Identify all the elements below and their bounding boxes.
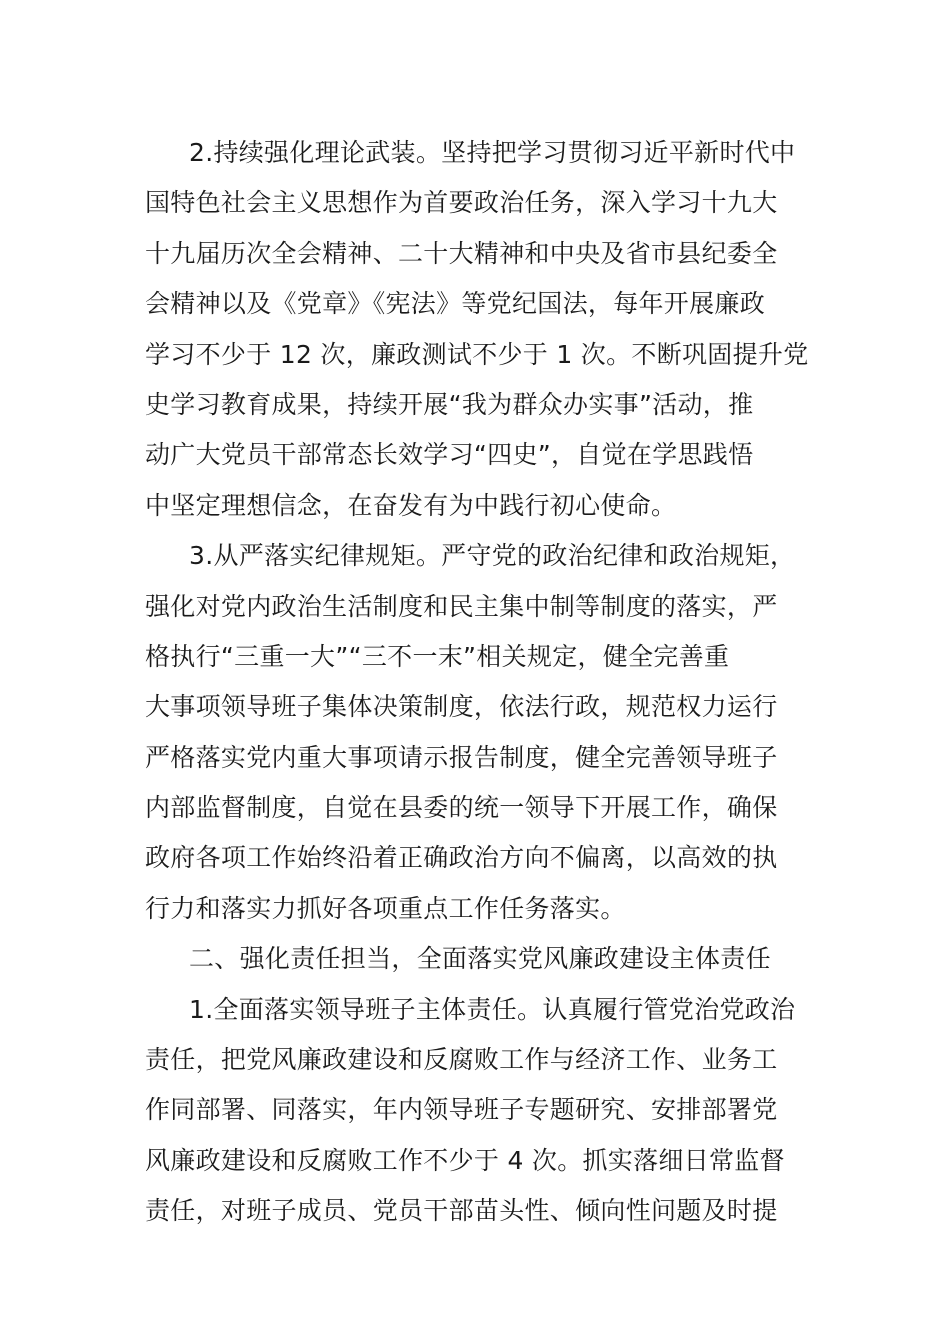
text-line: 格执行“三重一大”“三不一末”相关规定，健全完善重 [145, 641, 730, 671]
text-line: 严格落实党内重大事项请示报告制度，健全完善领导班子 [145, 742, 778, 772]
text-line: 2.持续强化理论武装。坚持把学习贯彻习近平新时代中 [189, 138, 796, 167]
text-line: 3.从严落实纪律规矩。严守党的政治纪律和政治规矩， [189, 541, 796, 571]
text-line: 内部监督制度，自觉在县委的统一领导下开展工作，确保 [145, 793, 778, 823]
text-line: 风廉政建设和反腐败工作不少于 4 次。抓实落细日常监督 [145, 1145, 785, 1175]
text-line: 国特色社会主义思想作为首要政治任务，深入学习十九大 [145, 188, 778, 218]
text-line: 史学习教育成果，持续开展“我为群众办实事”活动，推 [145, 389, 754, 419]
text-line: 责任，把党风廉政建设和反腐败工作与经济工作、业务工 [145, 1045, 778, 1075]
text-line: 强化对党内政治生活制度和民主集中制等制度的落实，严 [145, 591, 778, 621]
text-line: 会精神以及《党章》《宪法》等党纪国法，每年开展廉政 [145, 289, 766, 319]
text-line: 政府各项工作始终沿着正确政治方向不偏离，以高效的执 [145, 843, 778, 873]
text-line: 责任，对班子成员、党员干部苗头性、倾向性问题及时提 [145, 1196, 778, 1226]
text-line: 学习不少于 12 次，廉政测试不少于 1 次。不断巩固提升党 [145, 339, 809, 369]
text-line: 动广大党员干部常态长效学习“四史”，自觉在学思践悟 [145, 440, 754, 470]
document-body [145, 128, 810, 1237]
text-line: 大事项领导班子集体决策制度，依法行政，规范权力运行 [145, 692, 778, 722]
text-line: 行力和落实力抓好各项重点工作任务落实。 [145, 893, 626, 923]
text-line: 十九届历次全会精神、二十大精神和中央及省市县纪委全 [145, 238, 778, 268]
section-heading: 二、强化责任担当，全面落实党风廉政建设主体责任 [189, 944, 771, 974]
text-line: 作同部署、同落实，年内领导班子专题研究、安排部署党 [145, 1095, 778, 1125]
text-line: 中坚定理想信念，在奋发有为中践行初心使命。 [145, 490, 677, 520]
text-line: 1.全面落实领导班子主体责任。认真履行管党治党政治 [189, 994, 796, 1024]
